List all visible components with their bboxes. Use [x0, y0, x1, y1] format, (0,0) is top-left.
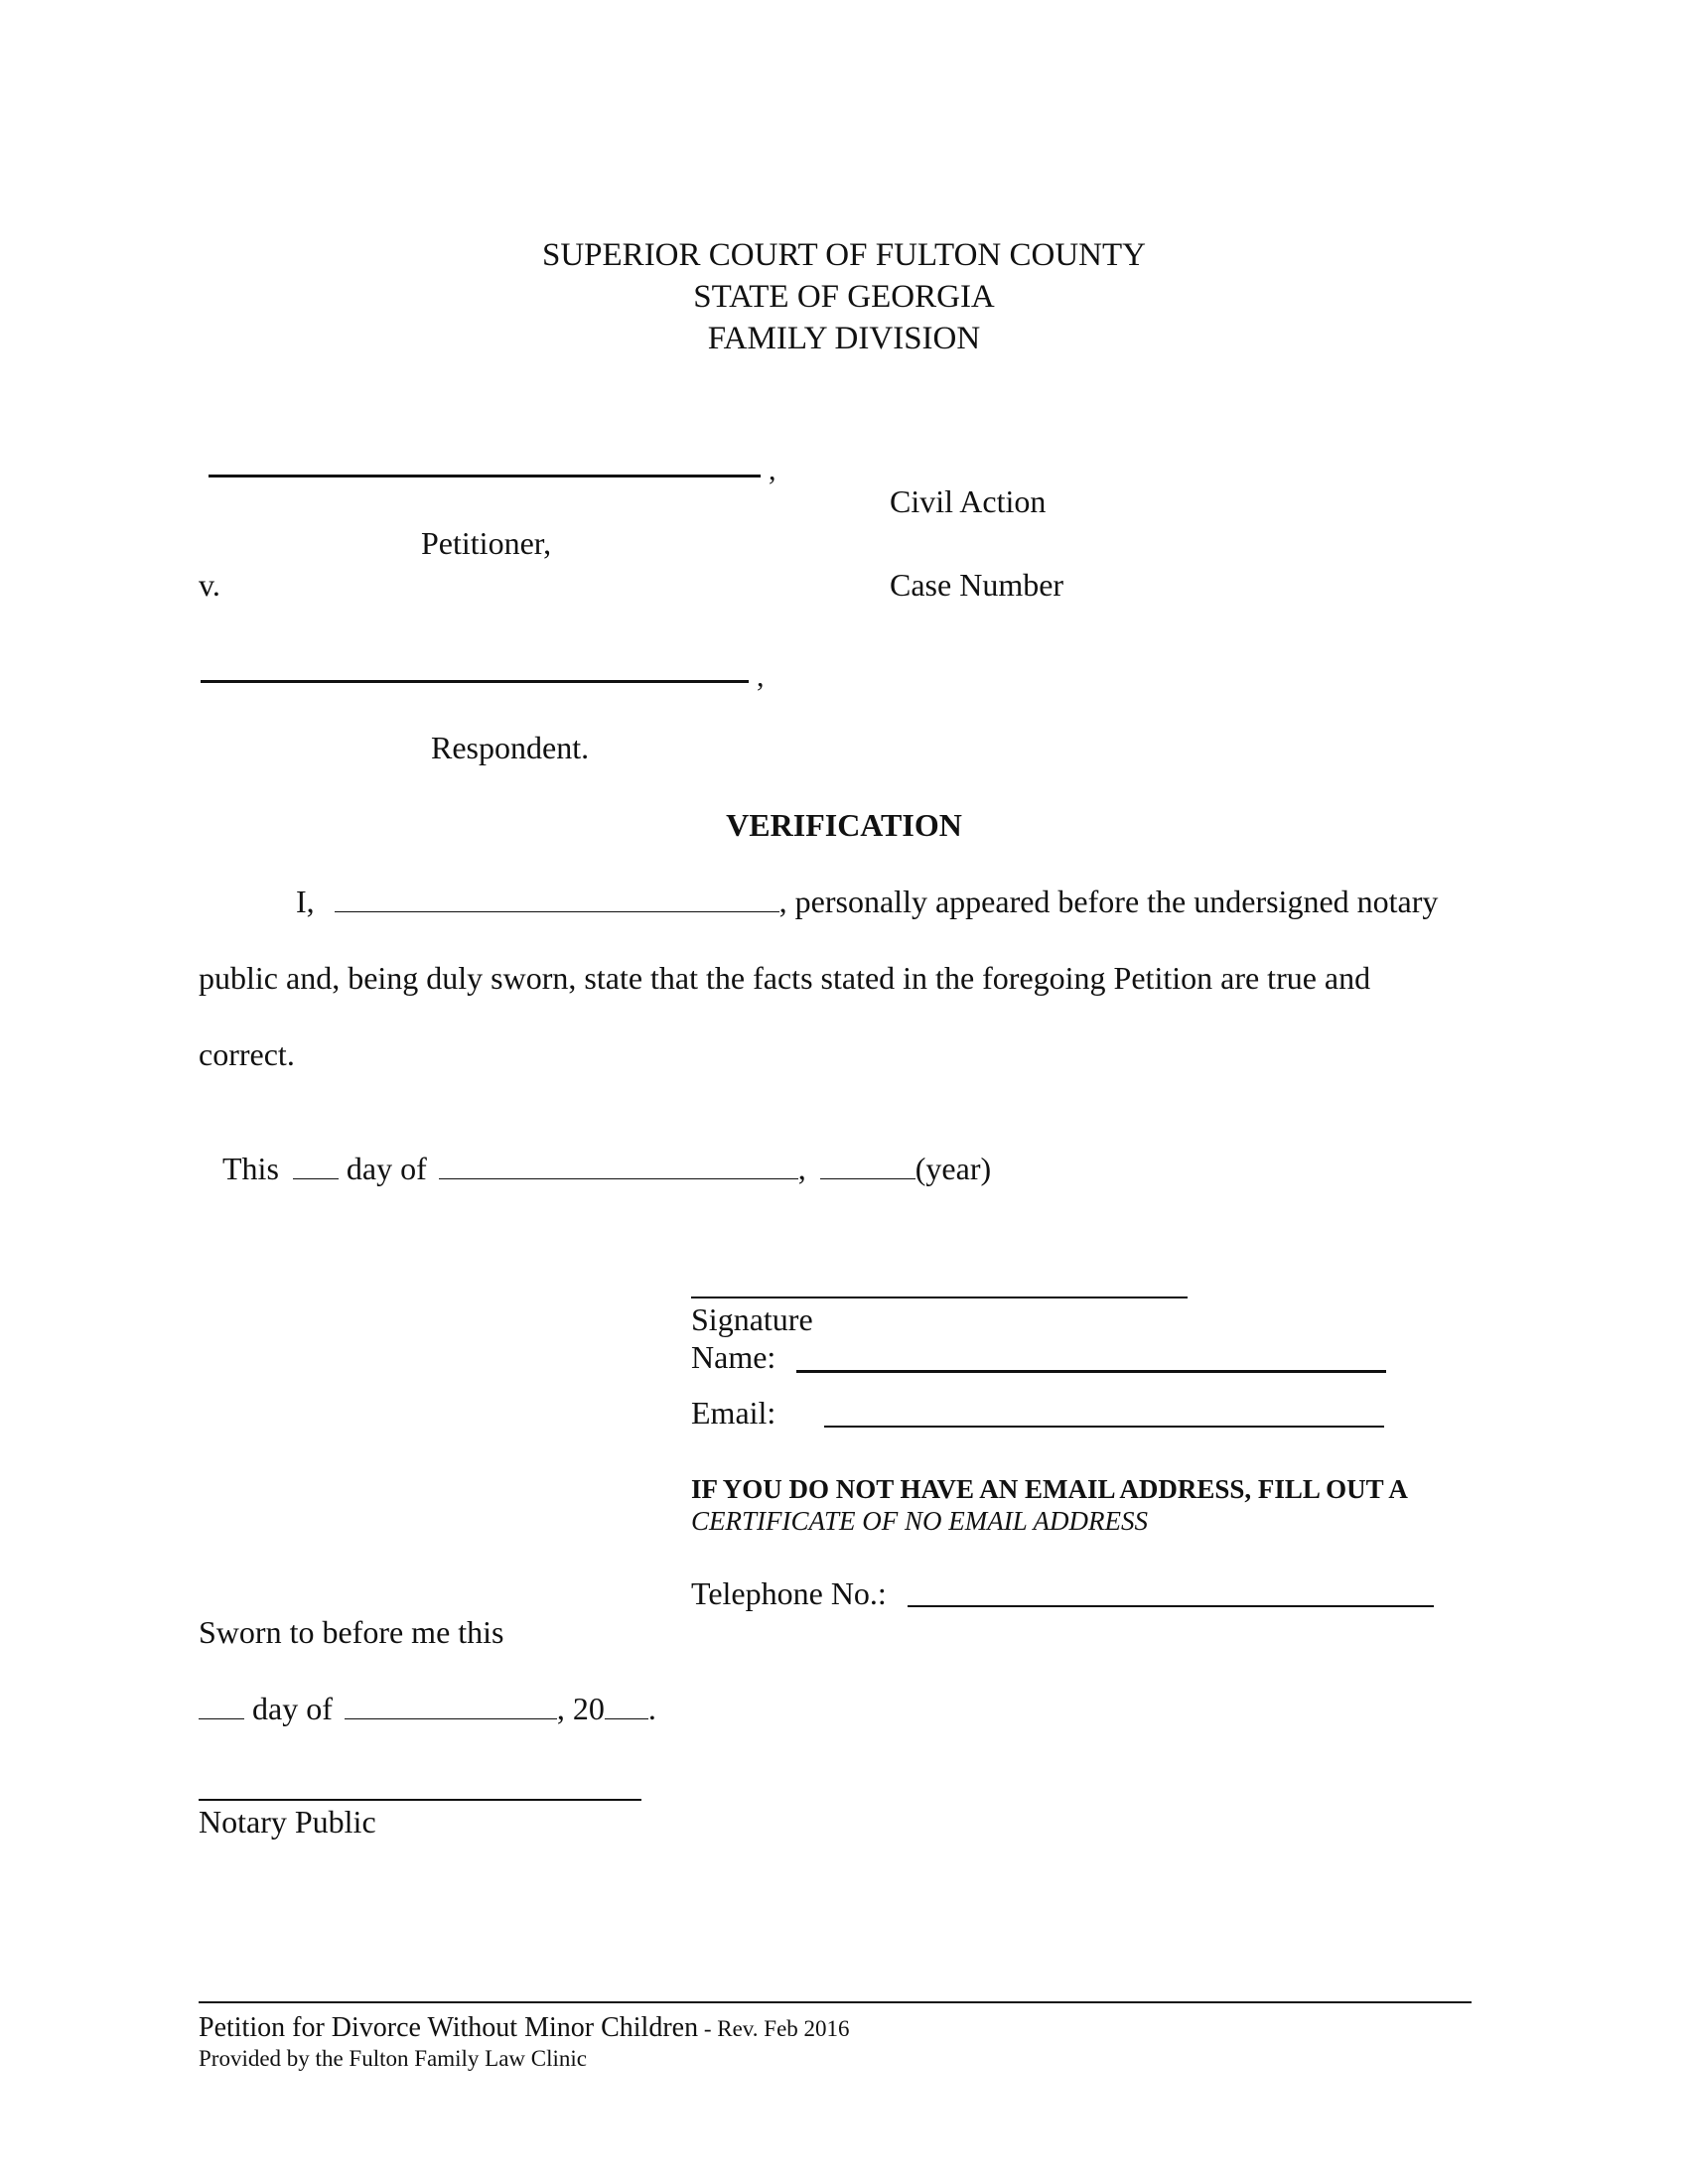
no-email-notice: IF YOU DO NOT HAVE AN EMAIL ADDRESS, FILL OUT A [691, 1474, 1408, 1504]
body-line-2: public and, being duly sworn, state that the facts stated in the foregoing Petition are true and [199, 960, 1371, 996]
footer-provided-by: Provided by the Fulton Family Law Clinic [199, 2046, 587, 2071]
date-year-label: (year) [914, 1151, 992, 1186]
petitioner-name-line[interactable] [209, 475, 761, 478]
signature-line[interactable] [691, 1297, 1188, 1298]
no-email-certificate: CERTIFICATE OF NO EMAIL ADDRESS [691, 1506, 1148, 1536]
date-comma: , [797, 1151, 806, 1186]
notary-year-prefix: , 20 [556, 1691, 605, 1726]
year-blank[interactable] [820, 1153, 915, 1179]
court-header [0, 234, 1688, 359]
court-name: SUPERIOR COURT OF FULTON COUNTY [541, 237, 1147, 273]
respondent-label: Respondent. [431, 730, 590, 765]
affiant-name-blank[interactable] [335, 886, 779, 912]
petitioner-label: Petitioner, [421, 525, 552, 561]
date-line [222, 1150, 991, 1187]
footer-revision: - Rev. Feb 2016 [698, 2016, 850, 2041]
petitioner-comma: , [769, 454, 776, 486]
body-i: I, [296, 884, 315, 919]
civil-action-label: Civil Action [890, 483, 1047, 519]
state-name: STATE OF GEORGIA [693, 279, 995, 315]
respondent-name-line[interactable] [201, 680, 749, 683]
month-blank[interactable] [439, 1153, 798, 1179]
verification-title: VERIFICATION [726, 807, 962, 843]
date-this: This [222, 1151, 279, 1186]
name-label: Name: [691, 1339, 776, 1375]
email-label: Email: [691, 1395, 776, 1431]
signature-label: Signature [691, 1301, 813, 1337]
notary-signature-line[interactable] [199, 1799, 641, 1801]
name-line[interactable] [796, 1370, 1386, 1373]
notary-period: . [647, 1691, 656, 1726]
day-blank[interactable] [293, 1153, 339, 1179]
notary-public-label: Notary Public [199, 1804, 376, 1840]
telephone-label: Telephone No.: [691, 1575, 887, 1611]
sworn-text: Sworn to before me this [199, 1614, 504, 1650]
email-line[interactable] [824, 1426, 1384, 1428]
versus-label: v. [199, 567, 220, 603]
body-line-1-text: , personally appeared before the undersigned notary [778, 884, 1439, 919]
notary-date-line [199, 1690, 656, 1727]
notary-day-of: day of [252, 1691, 333, 1726]
case-number-label: Case Number [890, 567, 1064, 603]
division-name: FAMILY DIVISION [707, 321, 981, 356]
telephone-line[interactable] [908, 1605, 1434, 1607]
footer-title-line [199, 2011, 850, 2046]
notary-month-blank[interactable] [345, 1693, 557, 1719]
body-line-1 [296, 883, 1438, 920]
notary-year-blank[interactable] [605, 1693, 648, 1719]
body-line-3: correct. [199, 1036, 295, 1072]
date-day-of: day of [346, 1151, 427, 1186]
notary-day-blank[interactable] [199, 1693, 244, 1719]
footer-form-title: Petition for Divorce Without Minor Children [199, 2012, 699, 2043]
footer-rule [199, 2001, 1472, 2003]
respondent-comma: , [757, 660, 765, 693]
